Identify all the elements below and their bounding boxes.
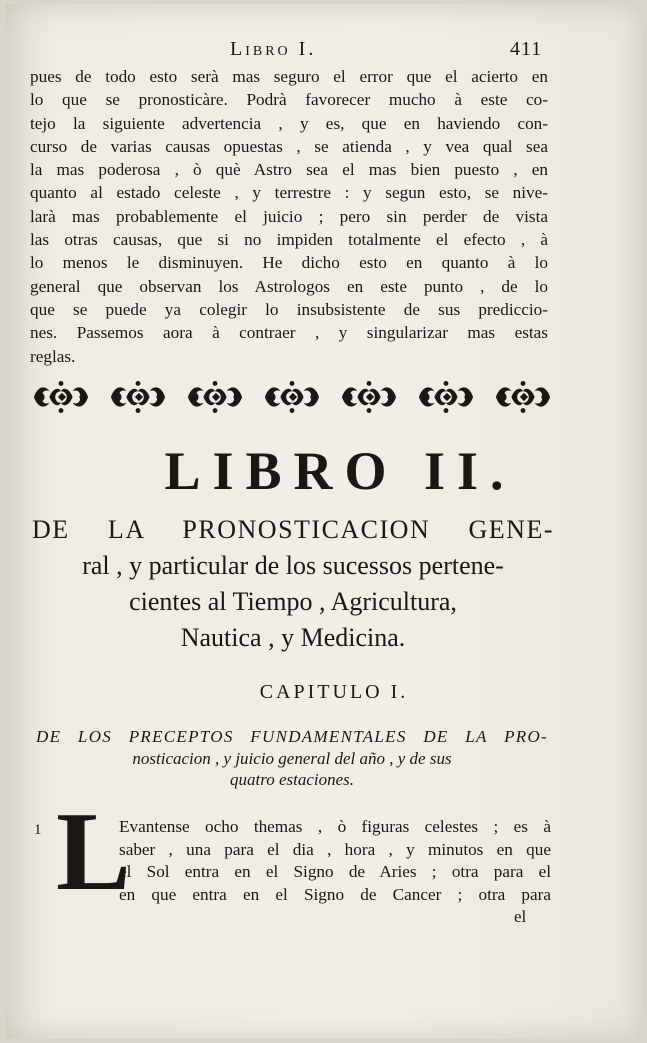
text-line: pues de todo esto serà mas seguro el error que el acierto en: [30, 67, 548, 86]
page-header: [6, 38, 642, 64]
text-line: en que entra en el Signo de Cancer ; otra para: [119, 885, 551, 905]
text-line: saber , una para el dia , hora , y minutos en que: [119, 839, 551, 859]
text-line: curso de varias causas opuestas , se atienda , y vea qual sea: [30, 136, 548, 156]
subtitle-line: DE LA PRONOSTICACION GENE-: [32, 515, 554, 544]
subtitle-line: ral , y particular de los sucessos pertene-: [82, 551, 504, 580]
fleuron-ornament-icon: [109, 377, 167, 417]
paragraph-number: 1: [34, 822, 42, 838]
book-title: LIBRO II.: [164, 441, 516, 501]
fleuron-ornament-icon: [340, 377, 398, 417]
text-line: larà mas probablemente el juicio ; pero sin perder de vista: [30, 206, 548, 226]
text-line: nes. Passemos aora à contraer , y singularizar mas estas: [30, 323, 548, 343]
ornament-band: [32, 375, 552, 419]
subtitle-line: Nautica , y Medicina.: [180, 623, 406, 652]
text-line: la mas poderosa , ò què Astro sea el mas bien puesto , en: [30, 160, 548, 180]
text-line: reglas.: [30, 346, 76, 366]
text-line: lo menos le disminuyen. He dicho esto en quanto à lo: [30, 253, 548, 273]
chapter-title: [36, 726, 548, 791]
text-line: el Sol entra en el Signo de Aries ; otra para el: [119, 862, 551, 882]
fleuron-ornament-icon: [417, 377, 475, 417]
text-line: quanto al estado celeste , y terrestre : y segun esto, se nive-: [30, 183, 548, 203]
fleuron-ornament-icon: [186, 377, 244, 417]
running-title: Libro I.: [230, 38, 317, 60]
page-number: 411: [510, 38, 543, 60]
catchword: el: [514, 907, 527, 926]
chapter-title-line: DE LOS PRECEPTOS FUNDAMENTALES DE LA PRO-: [36, 727, 548, 746]
text-line: tejo la siguiente advertencia , y es, que en haviendo con-: [30, 113, 548, 133]
chapter-title-line: nosticacion , y juicio general del año , y de sus: [132, 748, 452, 768]
text-line: Evantense ocho themas , ò figuras celestes ; es à: [119, 817, 551, 836]
text-line: lo que se pronosticàre. Podrà favorecer mucho à este co-: [30, 90, 548, 110]
text-line: general que observan los Astrologos en este punto , de lo: [30, 276, 548, 296]
fleuron-ornament-icon: [494, 377, 552, 417]
chapter-heading: CAPITULO I.: [259, 681, 409, 703]
continuation-paragraph: [30, 65, 548, 368]
drop-cap: L: [56, 790, 131, 914]
body-paragraph: [119, 816, 551, 907]
chapter-title-line: quatro estaciones.: [229, 770, 355, 789]
fleuron-ornament-icon: [263, 377, 321, 417]
text-line: que se puede ya colegir lo insubsistente de sus prediccio-: [30, 299, 548, 319]
book-subtitle: [32, 512, 554, 656]
subtitle-line: cientes al Tiempo , Agricultura,: [129, 587, 457, 616]
text-line: las otras causas, que si no impiden totalmente el efecto , à: [30, 230, 548, 250]
book-page: [6, 4, 642, 1039]
fleuron-ornament-icon: [32, 377, 90, 417]
